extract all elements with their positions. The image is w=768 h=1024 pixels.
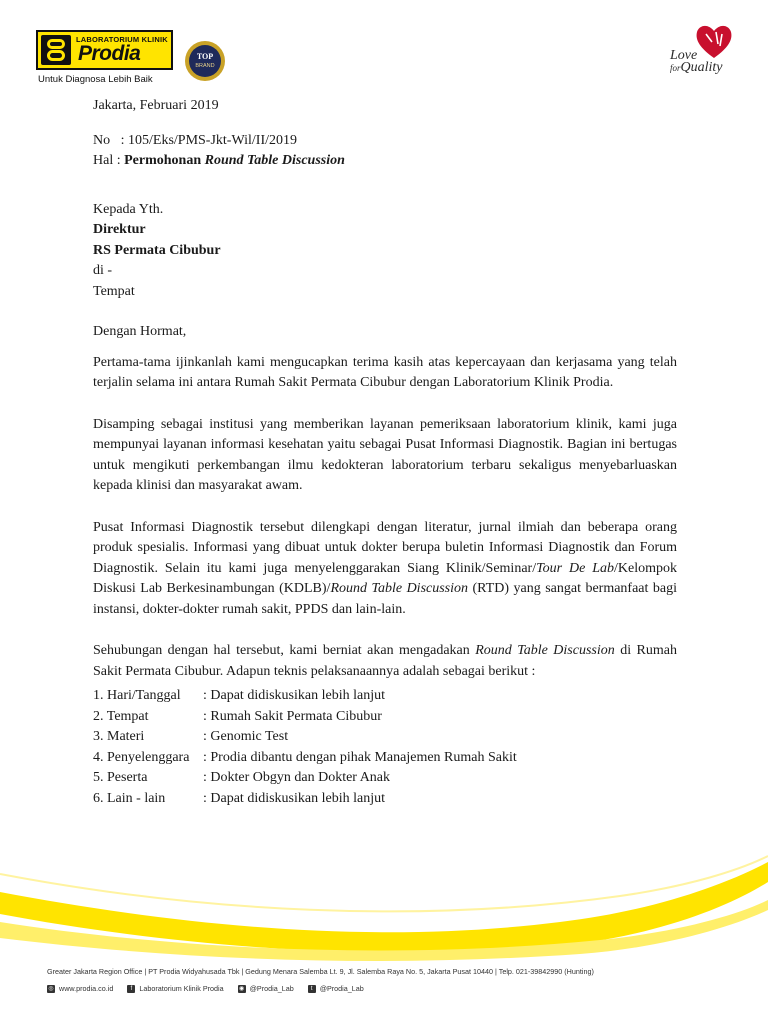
p3-text-b: /Kelompok Diskusi Lab Berkesinambungan (KDLB)/ [93, 560, 677, 596]
instagram-icon: ◉ [239, 985, 245, 992]
footer-website[interactable]: www.prodia.co.id [59, 984, 114, 993]
letter-subject [93, 151, 677, 172]
quality-line2: Quality [680, 60, 723, 75]
paragraph-1: Pertama-tama ijinkanlah kami mengucapkan terima kasih atas kepercayaan dan kerjasama yang telah terjalin selama ini antara Rumah Sakit Permata Cibubur dengan Laboratorium Klinik Prodia. [93, 354, 677, 390]
top-brand-line2: BRAND [195, 63, 215, 69]
paragraph-2: Disamping sebagai institusi yang memberikan layanan pemeriksaan laboratorium klinik, kami juga mempunyai layanan informasi kesehatan yaitu sebagai Pusat Informasi Diagnostik. Bagian ini bertugas untuk mengikuti perkembangan ilmu kedokteran laboratorium terbaru sekaligus menyebarluaskan kepada klinisi dan masyarakat awam. [93, 416, 677, 493]
logo-top-text: LABORATORIUM KLINIK [76, 35, 168, 44]
detail-key: 6. Lain - lain [93, 790, 166, 806]
subject-italic: Round Table Discussion [204, 153, 345, 168]
recipient-org: RS Permata Cibubur [93, 242, 221, 258]
twitter-icon: t [308, 985, 316, 993]
footer-wave-decoration [0, 852, 768, 962]
detail-value: : Prodia dibantu dengan pihak Manajemen Rumah Sakit [203, 749, 517, 765]
love-for-quality-logo [660, 22, 740, 82]
detail-key: 3. Materi [93, 729, 145, 744]
p4-text-a: Sehubungan dengan hal tersebut, kami berniat akan mengadakan [93, 643, 476, 658]
logo-tagline: Untuk Diagnosa Lebih Baik [38, 74, 153, 85]
salutation: Dengan Hormat, [93, 324, 187, 339]
detail-value: : Dapat didiskusikan lebih lanjut [203, 688, 385, 703]
detail-value: : Dokter Obgyn dan Dokter Anak [203, 770, 391, 785]
paragraph-4 [93, 641, 677, 682]
letter-body [93, 96, 677, 809]
footer-twitter[interactable]: @Prodia_Lab [319, 984, 364, 993]
detail-row [93, 768, 677, 789]
logo-name: Prodia [78, 42, 141, 65]
detail-row [93, 748, 677, 769]
top-brand-line1: TOP [196, 52, 214, 61]
top-brand-badge-icon [184, 40, 226, 82]
p3-text-a: Pusat Informasi Diagnostik tersebut dilengkapi dengan literatur, jurnal ilmiah dan beberapa orang produk spesialis. Informasi yang dibuat untuk dokter berupa buletin Informasi Diagnostik dan Forum Diagnostik. Selain itu kami juga menyelenggarakan Siang Klinik/Seminar/ [93, 519, 677, 576]
detail-row [93, 686, 677, 707]
recipient-title: Direktur [93, 222, 146, 237]
recipient-greeting: Kepada Yth. [93, 201, 164, 217]
p3-italic-1: Tour De Lab [536, 560, 614, 576]
detail-row [93, 727, 677, 748]
place-date: Jakarta, Februari 2019 [93, 98, 219, 113]
detail-key: 2. Tempat [93, 708, 149, 724]
facebook-icon: f [127, 985, 135, 993]
subject-bold: Permohonan [124, 153, 202, 168]
footer-contacts [47, 984, 594, 993]
recipient-place: Tempat [93, 283, 135, 299]
detail-row [93, 789, 677, 810]
quality-for: for [670, 63, 681, 73]
detail-row [93, 707, 677, 728]
recipient-di: di - [93, 263, 113, 278]
footer-facebook[interactable]: Laboratorium Klinik Prodia [139, 984, 224, 993]
detail-key: 5. Peserta [93, 770, 148, 785]
p3-text-c: (RTD) yang sangat bermanfaat bagi instansi, dokter-dokter rumah sakit, PPDS dan lain-lain. [93, 581, 678, 617]
footer [47, 967, 594, 993]
prodia-logo [36, 30, 176, 86]
prodia-mark-icon [41, 35, 71, 65]
quality-line1: Love [670, 48, 698, 63]
p4-italic: Round Table Discussion [475, 643, 615, 658]
detail-value: : Rumah Sakit Permata Cibubur [203, 708, 382, 724]
footer-instagram[interactable]: @Prodia_Lab [249, 984, 294, 993]
p3-italic-2: Round Table Discussion [330, 581, 469, 596]
details-list [93, 686, 677, 809]
paragraph-3 [93, 518, 677, 621]
letter-number: No : 105/Eks/PMS-Jkt-Wil/II/2019 [93, 132, 297, 148]
detail-value: : Dapat didiskusikan lebih lanjut [203, 790, 385, 806]
p4-text-b: di Rumah Sakit Permata Cibubur. Adapun teknis pelaksanaannya adalah sebagai berikut : [93, 643, 677, 679]
detail-key: 1. Hari/Tanggal [93, 688, 181, 703]
web-icon: ◎ [48, 985, 54, 992]
detail-key: 4. Penyelenggara [93, 749, 190, 765]
footer-address: Greater Jakarta Region Office | PT Prodia Widyahusada Tbk | Gedung Menara Salemba Lt. 9, Jl. Salemba Raya No. 5, Jakarta Pusat 10440 | Telp. 021-39842990 (Hunting) [47, 967, 594, 976]
subject-label: Hal : [93, 153, 121, 168]
prodia-logo-box [36, 30, 173, 70]
detail-value: : Genomic Test [203, 729, 289, 744]
